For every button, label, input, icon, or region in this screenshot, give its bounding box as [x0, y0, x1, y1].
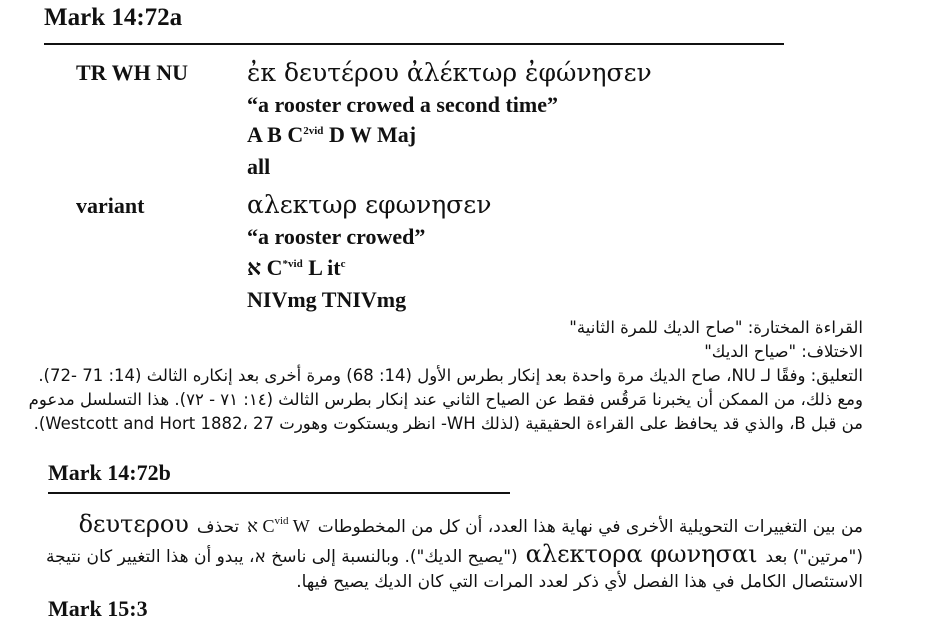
commentary-line-2 — [46, 540, 863, 568]
next-section-heading: Mark 15:3 — [48, 596, 148, 621]
reading-versions: all — [247, 154, 271, 179]
commentary-line-1 — [79, 510, 863, 538]
reading-translation: “a rooster crowed a second time” — [247, 92, 558, 117]
line1-greek: δευτερου — [78, 510, 189, 538]
arabic-line-3: التعليق: وفقًا لـ NU، صاح الديك مرة واحدة بعد إنكار بطرس الأول (14: 68) ومرة أخرى بعد إنكاره الثالث (14: 71 -72). — [38, 366, 863, 385]
line2-arabic-right: ("مرتين") بعد — [765, 547, 863, 567]
line1-manuscripts: א $C^{vid}$ W — [247, 515, 310, 536]
section-heading-2: Mark 14:72b — [48, 460, 171, 485]
section-heading: Mark 14:72a — [44, 4, 183, 31]
reading-greek: ἐκ δευτέρου ἀλέκτωρ ἐφώνησεν — [247, 58, 652, 87]
arabic-line-5: من قبل B، والذي قد يحافظ على القراءة الحقيقية (لذلك WH- انظر ويستكوت وهورت Westcott and Hort 1882، 27). — [33, 414, 863, 433]
heading-rule — [44, 43, 784, 45]
arabic-line-2: الاختلاف: "صياح الديك" — [704, 342, 863, 361]
arabic-line-4: ومع ذلك، من الممكن أن يخبرنا مَرقُس فقط عن الصياح الثاني عند إنكار بطرس الثالث (١٤: ٧١ - ٧٢). هذا التسلسل مدعوم — [28, 390, 863, 409]
line2-arabic-left: ("يصيح الديك"). وبالنسبة إلى ناسخ א، يبدو أن هذا التغيير كان نتيجة — [46, 547, 518, 567]
variant-versions: NIVmg TNIVmg — [247, 287, 407, 312]
variant-translation: “a rooster crowed” — [247, 224, 426, 249]
line1-arabic: من بين التغييرات التحويلية الأخرى في نهاية هذا العدد، أن كل من المخطوطات — [317, 517, 863, 537]
variant-label: variant — [76, 193, 145, 218]
heading-rule-2 — [48, 492, 510, 494]
line2-greek: αλεκτορα φωνησαι — [525, 540, 758, 568]
variant-greek: αλεκτωρ εφωνησεν — [247, 190, 492, 219]
arabic-line-1: القراءة المختارة: "صاح الديك للمرة الثانية" — [569, 318, 863, 337]
reading-witnesses: A B $C^{2vid}$ D W Maj — [247, 122, 417, 147]
line1-omit: تحذف — [196, 517, 240, 537]
variant-witnesses: א $C^{*vid}$ L $it^c$ — [247, 255, 346, 280]
commentary-line-3: الاستئصال الكامل في هذا الفصل لأي ذكر لعدد المرات التي كان الديك يصيح فيها. — [296, 572, 863, 592]
reading-label: TR WH NU — [76, 60, 189, 85]
